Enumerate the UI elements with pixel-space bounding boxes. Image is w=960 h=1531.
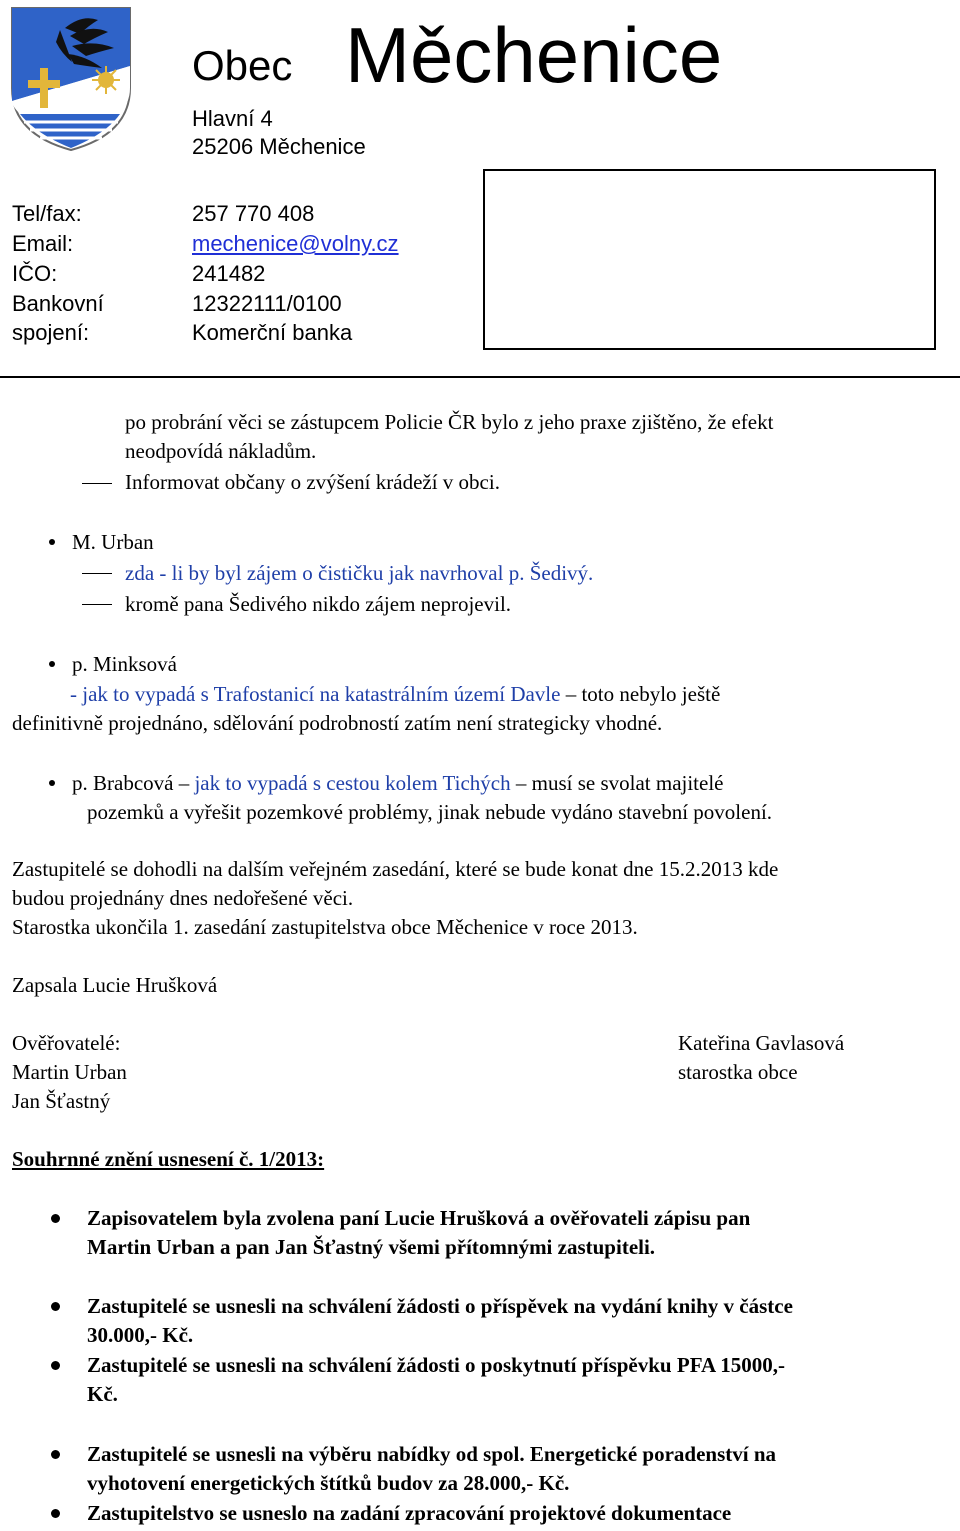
highlight-text: jak to vypadá s cestou kolem Tichých [194,771,511,795]
town-name: Měchenice [345,11,723,99]
recorder-line: Zapsala Lucie Hrušková [12,973,218,997]
contact-label: Bankovní [12,291,104,316]
bullet-marker [49,661,55,667]
paragraph-line: definitivně projednáno, sdělování podrobností zatím není strategicky vhodné. [12,711,663,735]
municipal-crest-icon [10,6,132,152]
verifiers-label: Ověřovatelé: [12,1031,121,1055]
contact-label: Email: [12,231,74,256]
verifier-name: Martin Urban [12,1060,127,1084]
dash-marker [82,604,112,605]
bullet-marker [51,1450,60,1459]
dash-marker [82,573,112,574]
contact-label: Tel/fax: [12,201,82,226]
dash-item: Informovat občany o zvýšení krádeží v obci. [125,470,500,494]
address-city: 25206 Měchenice [192,134,366,159]
bullet-marker [49,780,55,786]
resolution-line: 30.000,- Kč. [87,1323,194,1347]
paragraph-line: Zastupitelé se dohodli na dalším veřejném zasedání, které se bude konat dne 15.2.2013 kde [12,857,779,881]
resolution-line: vyhotovení energetických štítků budov za 28.000,- Kč. [87,1471,570,1495]
plain-text: p. Brabcová – [72,771,195,795]
header-divider [0,376,960,378]
resolution-line: Kč. [87,1382,118,1406]
stamp-box [483,169,936,350]
dash-marker [82,483,112,484]
bullet-marker [49,539,55,545]
bullet-marker [51,1361,60,1370]
paragraph-line: Starostka ukončila 1. zasedání zastupitelstva obce Měchenice v roce 2013. [12,915,638,939]
ico-value: 241482 [192,261,266,286]
resolution-line: Zastupitelé se usnesli na schválení žádosti o poskytnutí příspěvku PFA 15000,- [87,1353,785,1377]
obec-label: Obec [192,42,293,89]
resolution-line: Zastupitelé se usnesli na schválení žádosti o příspěvek na vydání knihy v částce [87,1294,793,1318]
item-title: M. Urban [72,530,154,554]
paragraph-line [70,680,720,709]
resolution-line: Zastupitelé se usnesli na výběru nabídky od spol. Energetické poradenství na [87,1442,777,1466]
dash-item: zda - li by byl zájem o čističku jak navrhoval p. Šedivý. [125,561,594,585]
paragraph-line [72,769,724,798]
resolution-line: Martin Urban a pan Jan Šťastný všemi přítomnými zastupiteli. [87,1235,656,1259]
bullet-marker [51,1509,60,1518]
dash-item: kromě pana Šedivého nikdo zájem neprojevil. [125,592,512,616]
resolution-line: Zastupitelstvo se usneslo na zadání zpracování projektové dokumentace [87,1501,732,1525]
contact-label: IČO: [12,261,58,286]
resolution-line: Zapisovatelem byla zvolena paní Lucie Hrušková a ověřovateli zápisu pan [87,1206,751,1230]
verifier-name: Jan Šťastný [12,1089,111,1113]
item-title: p. Minksová [72,652,177,676]
address-street: Hlavní 4 [192,106,273,131]
plain-text: – musí se svolat majitelé [510,771,724,795]
bank-name-value: Komerční banka [192,320,353,345]
plain-text: – toto nebylo ještě [560,682,721,706]
highlight-text: - jak to vypadá s Trafostanicí na katastrálním území Davle [70,682,561,706]
email-link[interactable]: mechenice@volny.cz [192,231,399,256]
mayor-name: Kateřina Gavlasová [678,1031,845,1055]
mayor-title: starostka obce [678,1060,798,1084]
paragraph-line: po probrání věci se zástupcem Policie ČR bylo z jeho praxe zjištěno, že efekt [125,410,774,434]
bullet-marker [51,1302,60,1311]
paragraph-line: pozemků a vyřešit pozemkové problémy, jinak nebude vydáno stavební povolení. [87,800,773,824]
bullet-marker [51,1214,60,1223]
bank-account-value: 12322111/0100 [192,291,342,316]
paragraph-line: neodpovídá nákladům. [125,439,317,463]
contact-label: spojení: [12,320,90,345]
paragraph-line: budou projednány dnes nedořešené věci. [12,886,354,910]
summary-heading: Souhrnné znění usnesení č. 1/2013: [12,1147,325,1171]
phone-value: 257 770 408 [192,201,315,226]
